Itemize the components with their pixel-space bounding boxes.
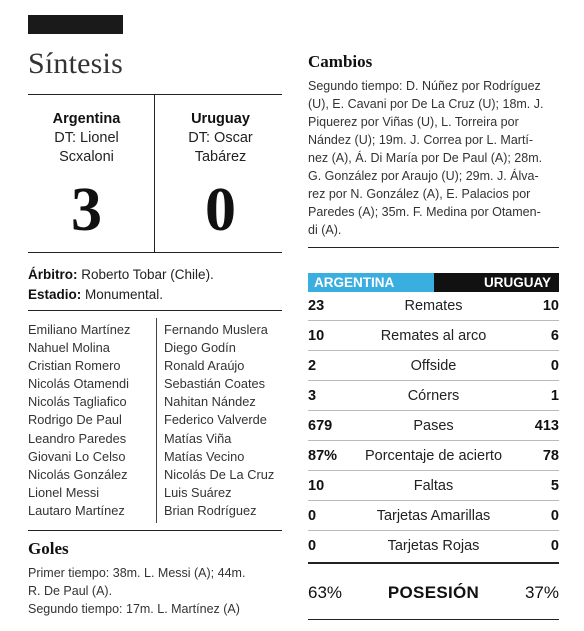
stat-home-value: 3 [308, 388, 317, 404]
goals-line: R. De Paul (A). [28, 584, 113, 598]
changes-line: di (A). [308, 223, 342, 237]
stat-label: Tarjetas Rojas [387, 538, 480, 554]
home-coach-line-1: DT: Lionel [54, 130, 119, 146]
stat-divider [308, 380, 559, 381]
home-player: Nicolás González [28, 466, 128, 482]
goals-top-divider [28, 530, 282, 531]
away-player: Fernando Muslera [164, 322, 268, 337]
referee-value: Roberto Tobar (Chile). [77, 267, 214, 282]
goals-line: Primer tiempo: 38m. L. Messi (A); 44m. [28, 566, 246, 580]
stadium-value: Monumental. [81, 287, 164, 302]
stat-home-value: 679 [308, 418, 333, 434]
away-score: 0 [205, 176, 236, 244]
changes-text [308, 77, 543, 239]
possession-away-value: 37% [524, 583, 559, 602]
away-player: Nicolás De La Cruz [164, 466, 275, 482]
referee-label: Árbitro: [28, 267, 78, 282]
possession-home-value: 63% [308, 583, 343, 602]
stat-divider [308, 470, 559, 471]
stat-row [308, 385, 559, 407]
changes-line: Piquerez por Viñas (U), L. Torreira por [308, 115, 519, 129]
stat-row [308, 295, 559, 317]
section-marker-bar [28, 15, 123, 34]
stat-divider [308, 320, 559, 321]
home-player: Rodrigo De Paul [28, 412, 122, 428]
home-player: Cristian Romero [28, 358, 121, 374]
changes-line: rez por N. González (A), E. Palacios por [308, 187, 531, 201]
stat-away-value: 1 [550, 388, 559, 404]
stat-away-value: 413 [534, 418, 559, 434]
stat-label: Córners [407, 388, 460, 404]
goals-line: Segundo tiempo: 17m. L. Martínez (A) [28, 602, 240, 616]
stat-away-value: 78 [542, 448, 559, 464]
home-player: Lautaro Martínez [28, 502, 125, 518]
score-bottom-divider [28, 252, 282, 253]
away-player: Matías Vecino [164, 448, 245, 464]
stat-home-value: 10 [308, 328, 325, 344]
changes-line: Nández (U); 19m. J. Correa por L. Martí- [308, 133, 534, 147]
stat-away-value: 5 [550, 478, 559, 494]
possession-row [308, 580, 559, 606]
away-player: Diego Godín [164, 340, 236, 356]
stat-home-value: 87% [308, 448, 338, 464]
title-divider [28, 94, 282, 95]
stat-away-value: 10 [542, 298, 559, 314]
score-divider [154, 95, 155, 252]
stat-away-value: 6 [550, 328, 559, 344]
goals-title: Goles [28, 539, 69, 558]
away-player: Federico Valverde [164, 412, 267, 428]
changes-line: Segundo tiempo: D. Núñez por Rodríguez [308, 79, 541, 93]
stats-home-header: ARGENTINA [308, 273, 434, 292]
lineup-top-divider [28, 310, 282, 311]
stat-divider [308, 350, 559, 351]
stat-label: Pases [413, 418, 454, 434]
stat-home-value: 23 [308, 298, 325, 314]
away-player: Nahitan Nández [164, 394, 256, 410]
stat-home-value: 0 [308, 538, 317, 554]
stat-home-value: 0 [308, 508, 317, 524]
home-player: Nahuel Molina [28, 340, 110, 356]
home-team-block [24, 110, 149, 244]
home-player: Emiliano Martínez [28, 322, 131, 337]
away-player: Ronald Araújo [164, 358, 245, 374]
stat-row [308, 355, 559, 377]
stat-label: Offside [410, 358, 457, 374]
changes-bottom-divider [308, 247, 559, 248]
page-title: Síntesis [28, 47, 123, 80]
away-player: Brian Rodríguez [164, 502, 257, 518]
home-player: Leandro Paredes [28, 430, 127, 446]
home-team-name: Argentina [52, 111, 121, 127]
stats-away-header: URUGUAY [434, 273, 559, 292]
referee-line [28, 265, 214, 284]
away-team-name: Uruguay [191, 111, 250, 127]
changes-line: (U), E. Cavani por De La Cruz (U); 18m. J. [308, 97, 544, 111]
away-coach-line-1: DT: Oscar [188, 130, 253, 146]
away-lineup [164, 321, 274, 520]
stat-row [308, 535, 559, 557]
stat-divider [308, 530, 559, 531]
possession-label: POSESIÓN [387, 583, 480, 602]
stat-row [308, 445, 559, 467]
stat-home-value: 10 [308, 478, 325, 494]
away-player: Matías Viña [164, 430, 232, 446]
goals-text [28, 564, 245, 618]
home-player: Nicolás Otamendi [28, 376, 129, 392]
away-player: Sebastián Coates [164, 376, 266, 392]
stat-label: Porcentaje de acierto [364, 448, 503, 464]
stat-divider [308, 440, 559, 441]
stat-label: Faltas [413, 478, 454, 494]
stat-row [308, 475, 559, 497]
changes-title: Cambios [308, 52, 373, 71]
stadium-line [28, 285, 163, 304]
away-team-block [158, 110, 283, 244]
stat-label: Tarjetas Amarillas [376, 508, 491, 524]
stat-label: Remates [404, 298, 463, 314]
stat-away-value: 0 [550, 538, 559, 554]
stat-divider [308, 410, 559, 411]
changes-line: Paredes (A); 35m. F. Medina por Otamen- [308, 205, 541, 219]
home-player: Giovani Lo Celso [28, 448, 126, 464]
stat-row [308, 325, 559, 347]
away-coach-line-2: Tabárez [194, 149, 247, 165]
stat-label: Remates al arco [380, 328, 487, 344]
home-player: Lionel Messi [28, 484, 100, 500]
stat-row [308, 505, 559, 527]
home-coach-line-2: Scxaloni [59, 149, 114, 165]
stat-away-value: 0 [550, 508, 559, 524]
changes-line: G. González por Araujo (U); 29m. J. Álva- [308, 169, 539, 183]
changes-line: nez (A), Á. Di María por De Paul (A); 28m. [308, 151, 543, 165]
possession-divider [308, 562, 559, 564]
stat-row [308, 415, 559, 437]
stat-away-value: 0 [550, 358, 559, 374]
home-lineup [28, 321, 130, 520]
stat-divider [308, 500, 559, 501]
lineup-divider [156, 318, 157, 523]
home-score: 3 [71, 176, 102, 244]
away-player: Luis Suárez [164, 484, 232, 500]
home-player: Nicolás Tagliafico [28, 394, 127, 410]
stadium-label: Estadio: [28, 287, 82, 302]
stat-home-value: 2 [308, 358, 317, 374]
bottom-rule [308, 619, 559, 620]
